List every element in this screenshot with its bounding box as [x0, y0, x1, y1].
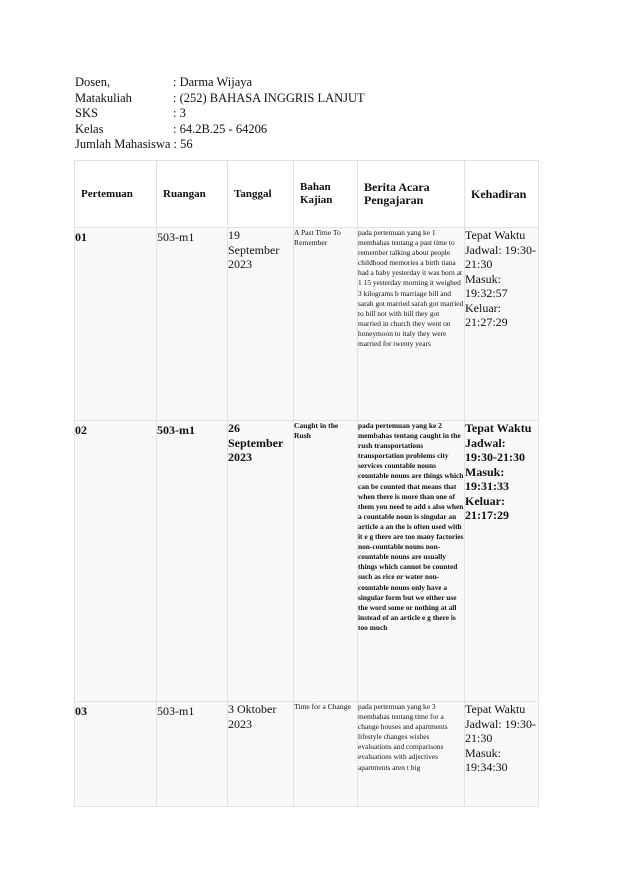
matakuliah-label: Matakuliah [75, 90, 132, 105]
cell-bahan [294, 228, 358, 421]
cell-kehadiran [465, 228, 539, 421]
cell-ruangan [157, 702, 228, 807]
berita-text: pada pertemuan yang ke 2 membahas tentang caught in the rush transportations transportation problems city services countable nouns countable nouns are things which can be counted that means that when there is more than one of them you need to add s also when a countable noun is singular an article a an the is often used with it e g there are too many factories non-countable nouns non-countable nouns are usually things which cannot be counted such as rice or water non-countable nouns only have a singular form but we either use the word some or nothing at all instead of an article e g there is too much [358, 421, 464, 632]
header-kehadiran: Kehadiran [465, 161, 539, 228]
room-value: 503-m1 [157, 704, 195, 718]
dosen-label: Dosen, [75, 75, 111, 89]
header-tanggal: Tanggal [228, 161, 294, 228]
attendance-masuk: Masuk: 19:34:30 [465, 745, 508, 774]
room-value: 503-m1 [157, 423, 195, 437]
attendance-keluar: Keluar: 21:17:29 [465, 493, 509, 522]
attendance-status: Tepat Waktu [465, 702, 526, 716]
topic-value: A Past Time To Remember [294, 228, 341, 247]
table-row [75, 421, 539, 702]
attendance-status: Tepat Waktu [465, 421, 532, 435]
jumlah-value: : 56 [173, 137, 193, 151]
cell-bahan [294, 702, 358, 807]
date-value: 3 Oktober 2023 [228, 702, 277, 731]
cell-tanggal [228, 421, 294, 702]
attendance-masuk: Masuk: 19:32:57 [465, 271, 508, 300]
course-info [75, 75, 365, 153]
sks-label: SKS [75, 106, 98, 120]
cell-ruangan [157, 421, 228, 702]
room-value: 503-m1 [157, 230, 195, 244]
header-pertemuan: Pertemuan [75, 161, 157, 228]
topic-value: Time for a Change [294, 702, 351, 711]
attendance-keluar: Keluar: 21:27:29 [465, 300, 508, 329]
cell-pertemuan [75, 702, 157, 807]
cell-berita [358, 228, 465, 421]
header-berita-acara: Berita Acara Pengajaran [358, 161, 465, 228]
kelas-value: : 64.2B.25 - 64206 [173, 121, 268, 136]
header-ruangan: Ruangan [157, 161, 228, 228]
attendance-jadwal: Jadwal: 19:30-21:30 [465, 242, 536, 271]
cell-tanggal [228, 228, 294, 421]
pertemuan-number: 01 [75, 230, 87, 244]
cell-pertemuan [75, 421, 157, 702]
matakuliah-value: : (252) BAHASA INGGRIS LANJUT [173, 90, 365, 105]
jumlah-label: Jumlah Mahasiswa [75, 137, 171, 151]
header-bahan-kajian: Bahan Kajian [294, 161, 358, 228]
info-row-dosen [75, 75, 365, 91]
pertemuan-number: 03 [75, 704, 87, 718]
cell-berita [358, 421, 465, 702]
date-value: 19 September 2023 [228, 228, 280, 271]
attendance-table [74, 160, 539, 807]
cell-ruangan [157, 228, 228, 421]
cell-kehadiran [465, 702, 539, 807]
info-row-kelas [75, 122, 365, 138]
attendance-masuk: Masuk: 19:31:33 [465, 464, 509, 493]
table-row [75, 228, 539, 421]
sks-value: : 3 [173, 106, 186, 120]
attendance-jadwal: Jadwal: 19:30-21:30 [465, 435, 525, 464]
dosen-value: : Darma Wijaya [173, 75, 253, 89]
table-header-row [75, 161, 539, 228]
berita-text: pada pertemuan yang ke 1 membahas tentang a past time to remember talking about people childhood memories a birth tiana had a baby yesterday it was born at 1 15 yesterday morning it weighed 3 kilograms b marriage bill and sarah got married sarah got married to bill not with bill they got married in church they went on honeymoon to italy they were married for twenty years [358, 228, 464, 349]
cell-kehadiran [465, 421, 539, 702]
cell-pertemuan [75, 228, 157, 421]
cell-bahan [294, 421, 358, 702]
info-row-sks [75, 106, 365, 122]
cell-tanggal [228, 702, 294, 807]
info-row-jumlah [75, 137, 365, 153]
cell-berita [358, 702, 465, 807]
info-row-matakuliah [75, 91, 365, 107]
pertemuan-number: 02 [75, 423, 87, 437]
date-value: 26 September 2023 [228, 421, 284, 464]
table-row [75, 702, 539, 807]
berita-text: pada pertemuan yang ke 3 membahas tentang time for a change houses and apartments lifestyle changes wishes evaluations and comparisons evaluations with adjectives apartments aren t big [358, 702, 448, 772]
kelas-label: Kelas [75, 121, 104, 136]
attendance-jadwal: Jadwal: 19:30-21:30 [465, 716, 536, 745]
topic-value: Caught in the Rush [294, 421, 339, 440]
attendance-status: Tepat Waktu [465, 228, 526, 242]
